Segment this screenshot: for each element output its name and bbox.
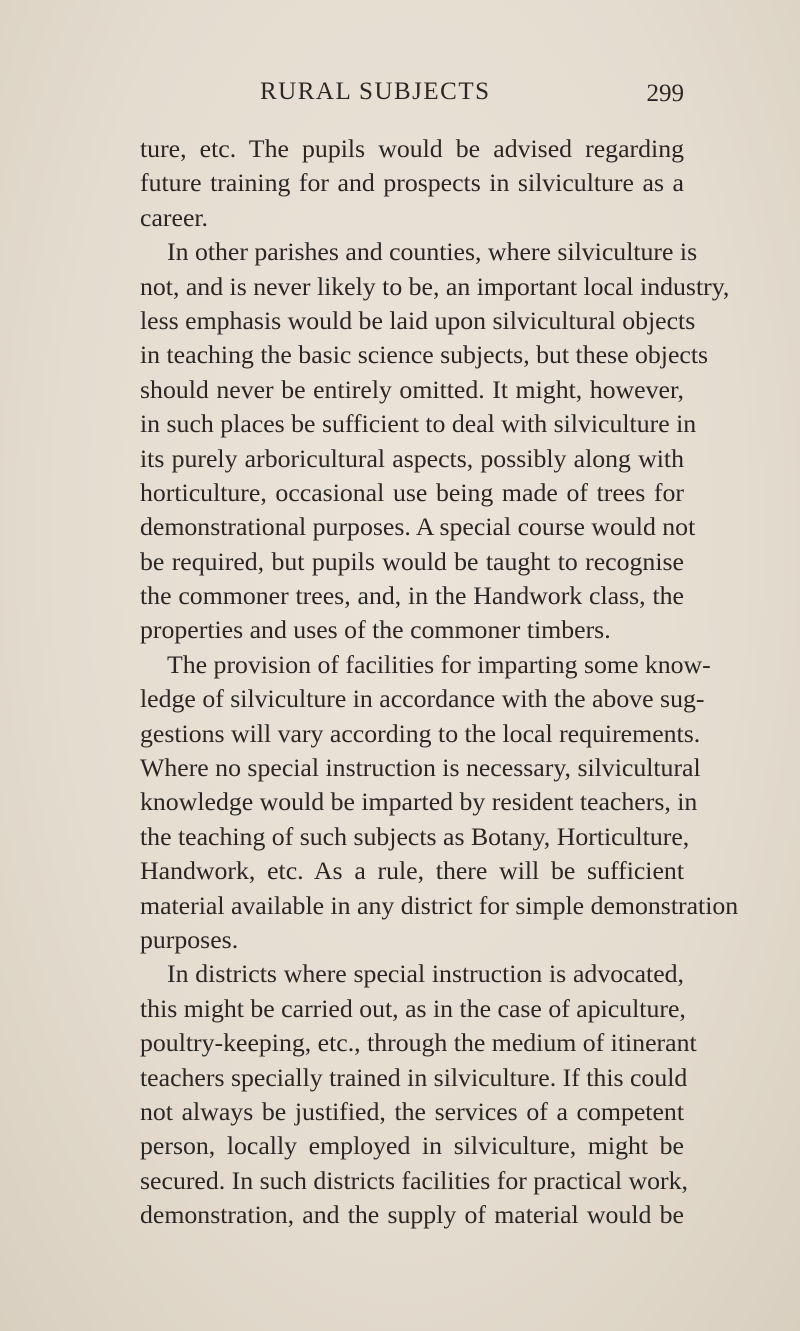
text-line: be required, but pupils would be taught to recognise xyxy=(140,546,684,576)
text-line: future training for and prospects in silviculture as a xyxy=(140,168,684,198)
text-line: demonstration, and the supply of material would be xyxy=(140,1200,684,1230)
text-line: teachers specially trained in silviculture. If this could xyxy=(140,1062,688,1092)
text-line: ledge of silviculture in accordance with the above sug- xyxy=(140,684,705,714)
text-line: poultry-keeping, etc., through the medium of itinerant xyxy=(140,1028,697,1058)
text-line: Where no special instruction is necessary, silvicultural xyxy=(140,753,701,783)
text-line: horticulture, occasional use being made of trees for xyxy=(140,477,684,507)
text-line: in teaching the basic science subjects, but these objects xyxy=(140,340,709,370)
text-line: the commoner trees, and, in the Handwork class, the xyxy=(140,581,684,611)
running-head xyxy=(140,78,684,118)
text-line: gestions will vary according to the local requirements. xyxy=(140,718,701,748)
text-line: should never be entirely omitted. It might, however, xyxy=(140,374,684,404)
text-line: Handwork, etc. As a rule, there will be sufficient xyxy=(140,856,684,886)
text-line: demonstrational purposes. A special course would not xyxy=(140,512,696,542)
text-line: In districts where special instruction is advocated, xyxy=(167,959,684,989)
text-line: its purely arboricultural aspects, possibly along with xyxy=(140,443,684,473)
text-line: The provision of facilities for imparting some know- xyxy=(167,649,711,679)
body-text xyxy=(140,132,739,1233)
text-line: knowledge would be imparted by resident teachers, in xyxy=(140,787,698,817)
text-line: this might be carried out, as in the case of apiculture, xyxy=(140,993,686,1023)
text-line: not, and is never likely to be, an important local industry, xyxy=(140,271,730,301)
text-line: not always be justified, the services of a competent xyxy=(140,1096,684,1126)
text-line: less emphasis would be laid upon silvicultural objects xyxy=(140,305,696,335)
text-line: purposes. xyxy=(140,924,239,954)
text-line: material available in any district for simple demonstration xyxy=(140,890,739,920)
text-line: in such places be sufficient to deal with silviculture in xyxy=(140,409,697,439)
text-line: person, locally employed in silviculture, might be xyxy=(140,1131,684,1161)
text-line: career. xyxy=(140,202,209,232)
text-line: ture, etc. The pupils would be advised regarding xyxy=(140,134,684,163)
running-title: RURAL SUBJECTS xyxy=(260,78,491,105)
text-line: In other parishes and counties, where silviculture is xyxy=(167,237,698,267)
text-line: properties and uses of the commoner timbers. xyxy=(140,615,611,645)
text-line: secured. In such districts facilities for practical work, xyxy=(140,1165,688,1195)
page-number: 299 xyxy=(646,80,684,107)
text-line: the teaching of such subjects as Botany, Horticulture, xyxy=(140,821,690,851)
